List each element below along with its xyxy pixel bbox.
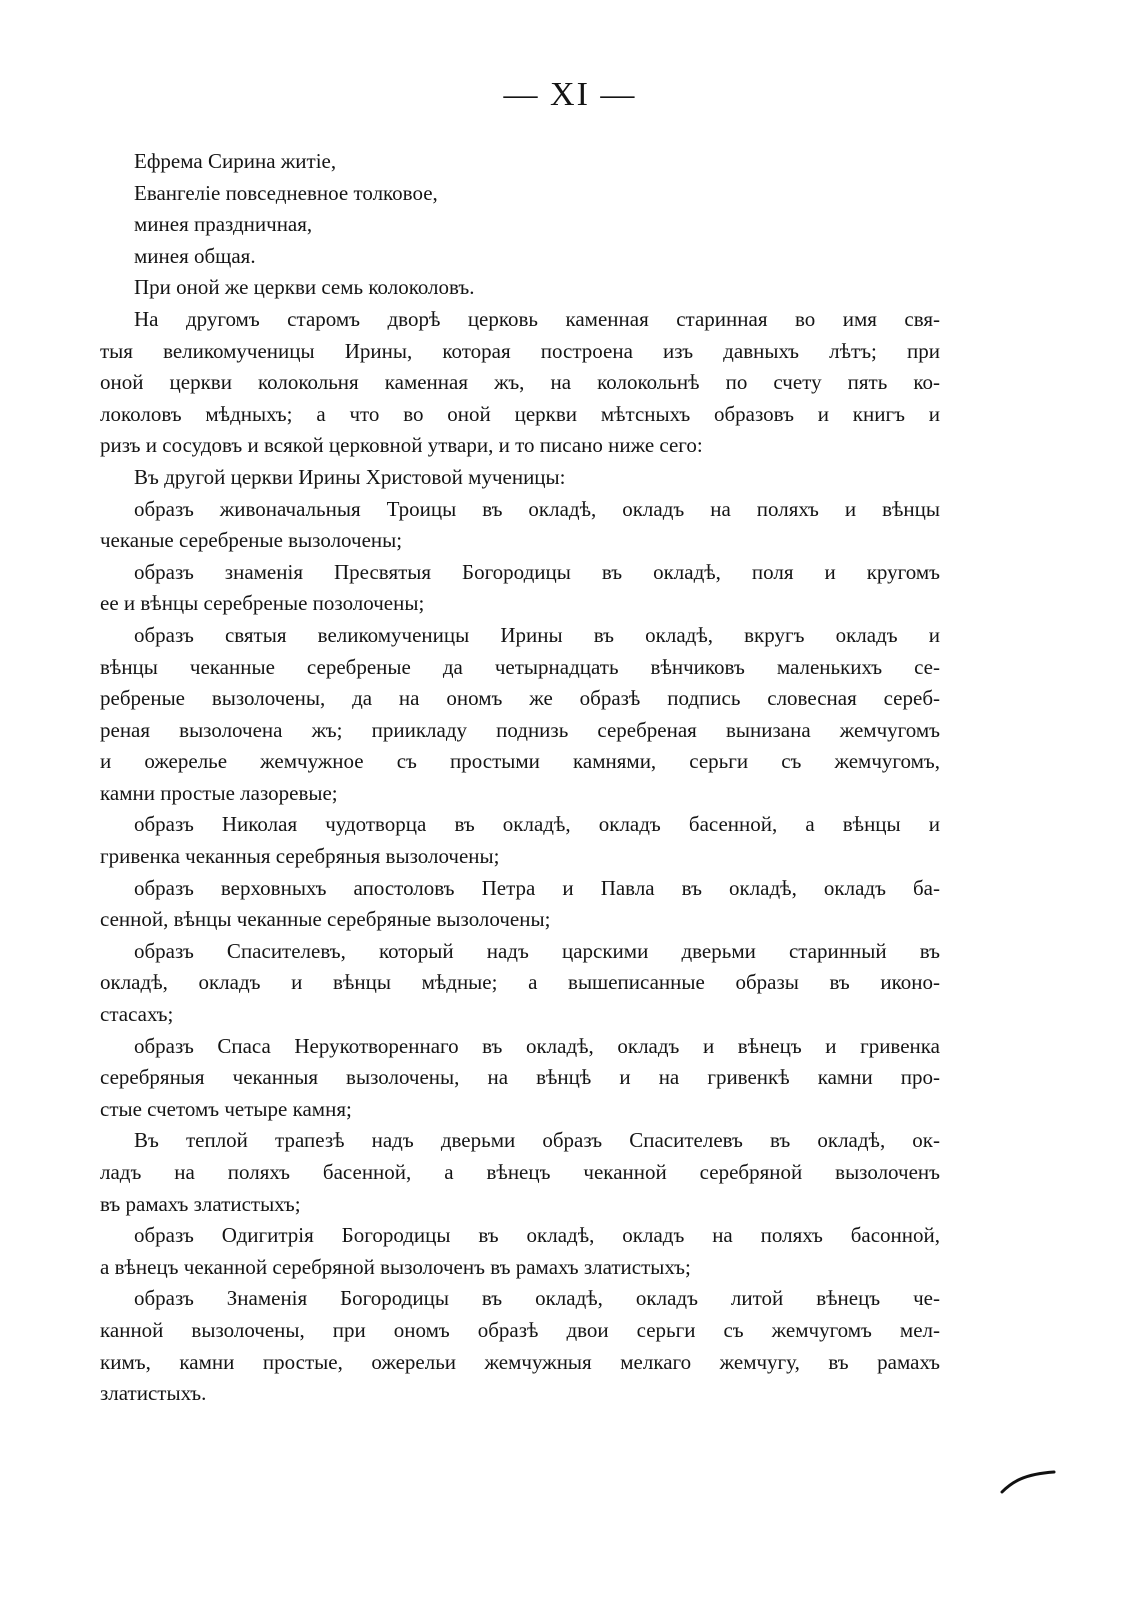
text-line: окладѣ, окладъ и вѣнцы мѣдные; а вышеписанные образы въ иконо- [100,970,940,995]
text-line: образъ Спаса Нерукотвореннаго въ окладѣ, окладъ и вѣнецъ и гривенка [134,1033,940,1058]
text-line: сенной, вѣнцы чеканные серебряные вызолочены; [100,907,551,932]
text-line: На другомъ старомъ дворѣ церковь каменная старинная во имя свя- [134,306,940,331]
text-line: въ рамахъ златистыхъ; [100,1191,301,1216]
body-text [100,146,940,1410]
text-line: кимъ, камни простые, ожерельи жемчужныя мелкаго жемчугу, въ рамахъ [100,1349,940,1374]
text-line: образъ живоначальныя Троицы въ окладѣ, окладъ на поляхъ и вѣнцы [134,496,940,521]
text-line: камни простые лазоревые; [100,780,338,805]
text-line: локоловъ мѣдныхъ; а что во оной церкви мѣтсныхъ образовъ и книгъ и [100,401,940,426]
text-line: образъ Знаменія Богородицы въ окладѣ, окладъ литой вѣнецъ че- [134,1286,940,1311]
text-line: образъ Спасителевъ, который надъ царскими дверьми старинный въ [134,938,940,963]
text-line: минея общая. [134,243,256,268]
pen-stroke-mark [1000,1466,1056,1496]
text-line: стасахъ; [100,1002,174,1027]
text-line: образъ Одигитрія Богородицы въ окладѣ, окладъ на поляхъ басонной, [134,1223,940,1248]
text-line: вѣнцы чеканные серебреные да четырнадцать вѣнчиковъ маленькихъ се- [100,654,940,679]
text-line: ризъ и сосудовъ и всякой церковной утвари, и то писано ниже сего: [100,433,703,458]
text-line: образъ Николая чудотворца въ окладѣ, окладъ басенной, а вѣнцы и [134,812,940,837]
text-line: оной церкви колокольня каменная жъ, на колокольнѣ по счету пять ко- [100,370,940,395]
text-line: Евангеліе повседневное толковое, [134,180,438,205]
text-line: Въ теплой трапезѣ надъ дверьми образъ Спасителевъ въ окладѣ, ок- [134,1128,940,1153]
text-line: чеканые серебреные вызолочены; [100,528,403,553]
text-line: гривенка чеканныя серебряныя вызолочены; [100,844,500,869]
text-line: образъ знаменія Пресвятыя Богородицы въ окладѣ, поля и кругомъ [134,559,940,584]
text-line: минея праздничная, [134,212,313,237]
text-line: При оной же церкви семь колоколовъ. [134,275,475,300]
text-line: и ожерелье жемчужное съ простыми камнями, серьги съ жемчугомъ, [100,749,940,774]
text-line: Ефрема Сирина житіе, [134,149,337,173]
text-line: ладъ на поляхъ басенной, а вѣнецъ чеканной серебряной вызолоченъ [100,1160,940,1184]
text-line: златистыхъ. [100,1381,207,1406]
text-line: образъ верховныхъ апостоловъ Петра и Павла въ окладѣ, окладъ ба- [134,875,940,900]
text-line: а вѣнецъ чеканной серебряной вызолоченъ въ рамахъ златистыхъ; [100,1254,691,1279]
text-line: реная вызолочена жъ; приикладу поднизь серебреная вынизана жемчугомъ [100,717,940,742]
text-line: ее и вѣнцы серебреные позолочены; [100,591,425,616]
text-line: образъ святыя великомученицы Ирины въ окладѣ, вкругъ окладъ и [134,622,940,647]
text-line: канной вызолочены, при ономъ образѣ двои серьги съ жемчугомъ мел- [100,1317,940,1342]
text-line: тыя великомученицы Ирины, которая построена изъ давныхъ лѣтъ; при [100,338,940,363]
text-line: серебряныя чеканныя вызолочены, на вѣнцѣ и на гривенкѣ камни про- [100,1065,940,1090]
text-line: Въ другой церкви Ирины Христовой мученицы: [134,464,566,489]
text-line: ребреные вызолочены, да на ономъ же образѣ подпись словесная сереб- [100,686,940,711]
page-number: — XI — [503,76,637,113]
text-line: стые счетомъ четыре камня; [100,1096,352,1121]
